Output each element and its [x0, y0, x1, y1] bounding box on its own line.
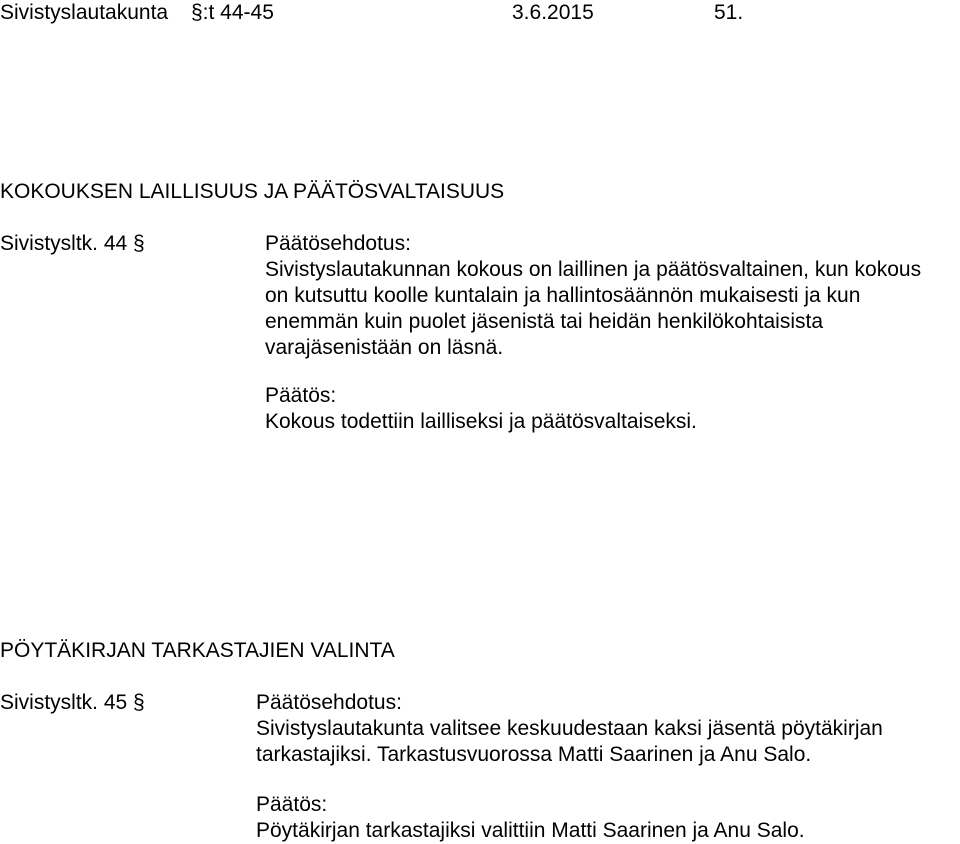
header-board: Sivistyslautakunta	[0, 1, 169, 24]
item-1-title: KOKOUKSEN LAILLISUUS JA PÄÄTÖSVALTAISUUS	[0, 180, 505, 203]
item-2-ref: Sivistysltk. 45 §	[0, 691, 145, 714]
item-2-proposal-text	[256, 716, 883, 768]
item-1-proposal-line: Sivistyslautakunnan kokous on laillinen ja päätösvaltainen, kun kokous	[265, 258, 922, 281]
item-1-proposal-line: enemmän kuin puolet jäsenistä tai heidän henkilökohtaisista	[265, 310, 824, 333]
item-1-decision-label: Päätös:	[265, 384, 337, 407]
header-page-number: 51.	[714, 1, 744, 24]
header-sections: §:t 44-45	[191, 1, 274, 24]
item-1-proposal-text	[265, 257, 921, 361]
item-1-decision-text	[265, 409, 697, 435]
item-2-proposal-line: tarkastajiksi. Tarkastusvuorossa Matti Saarinen ja Anu Salo.	[256, 743, 812, 766]
item-1-proposal-line: on kutsuttu koolle kuntalain ja hallintosäännön mukaisesti ja kun	[265, 284, 861, 307]
item-2-title: PÖYTÄKIRJAN TARKASTAJIEN VALINTA	[0, 639, 395, 662]
item-1-proposal-line: varajäsenistään on läsnä.	[265, 336, 504, 359]
item-2-proposal-line: Sivistyslautakunta valitsee keskuudestaan kaksi jäsentä pöytäkirjan	[256, 717, 883, 740]
item-2-decision-label: Päätös:	[256, 793, 328, 816]
item-2-decision-line: Pöytäkirjan tarkastajiksi valittiin Matti Saarinen ja Anu Salo.	[256, 819, 805, 842]
item-1-decision-line: Kokous todettiin lailliseksi ja päätösvaltaiseksi.	[265, 410, 697, 433]
header-date: 3.6.2015	[512, 1, 594, 24]
item-1-proposal-label: Päätösehdotus:	[265, 232, 411, 255]
item-1-ref: Sivistysltk. 44 §	[0, 232, 145, 255]
item-2-decision-text	[256, 818, 805, 844]
item-2-proposal-label: Päätösehdotus:	[256, 691, 402, 714]
